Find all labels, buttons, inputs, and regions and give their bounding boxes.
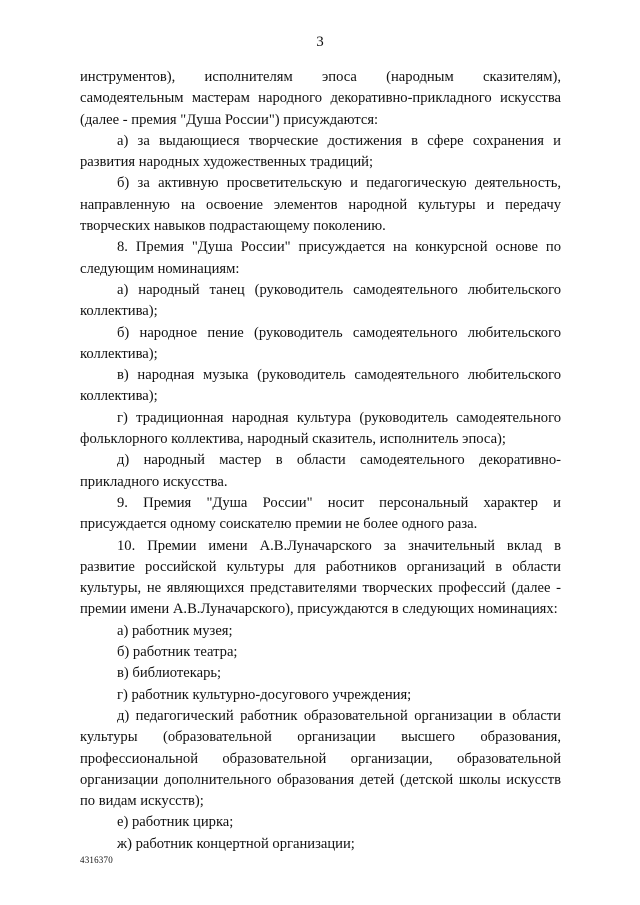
- paragraph-item-a: а) за выдающиеся творческие достижения в сфере сохранения и развития народных художественных традиций;: [80, 132, 561, 171]
- paragraph-theatre-worker: б) работник театра;: [117, 644, 238, 661]
- paragraph-pedagogical-worker: д) педагогический работник образовательной организации в области культуры (образовательной организации высшего образования, профессиональной образовательной организации, образовательной организации дополнительного образования детей (детской школы искусств по видам искусств);: [80, 707, 561, 810]
- paragraph-section-8: 8. Премия "Душа России" присуждается на конкурсной основе по следующим номинациям:: [80, 239, 561, 277]
- paragraph-museum-worker: а) работник музея;: [117, 622, 233, 639]
- paragraph-nomination-master: д) народный мастер в области самодеятельного декоративно-прикладного искусства.: [80, 452, 561, 490]
- paragraph-nomination-music: в) народная музыка (руководитель самодеятельного любительского коллектива);: [80, 367, 561, 405]
- document-id: 4316370: [80, 855, 113, 865]
- paragraph-leisure-worker: г) работник культурно-досугового учреждения;: [117, 686, 412, 703]
- paragraph-section-10: 10. Премии имени А.В.Луначарского за значительный вклад в развитие российской культуры для работников организаций в области культуры, не являющихся представителями творческих профессий (далее - премии имени А.В.Луначарского), присуждаются в следующих номинациях:: [80, 537, 561, 618]
- paragraph-section-9: 9. Премия "Душа России" носит персональный характер и присуждается одному соискателю премии не более одного раза.: [80, 494, 561, 533]
- paragraph-nomination-traditional-culture: г) традиционная народная культура (руководитель самодеятельного фольклорного коллектива, народный сказитель, исполнитель эпоса);: [80, 409, 561, 448]
- document-body: [80, 67, 561, 855]
- paragraph-nomination-singing: б) народное пение (руководитель самодеятельного любительского коллектива);: [80, 324, 561, 362]
- paragraph-concert-worker: ж) работник концертной организации;: [117, 835, 355, 852]
- paragraph-item-b: б) за активную просветительскую и педагогическую деятельность, направленную на освоение элементов народной культуры и передачу творческих навыков подрастающему поколению.: [80, 175, 561, 235]
- page-number: 3: [316, 34, 324, 50]
- paragraph-nomination-dance: а) народный танец (руководитель самодеятельного любительского коллектива);: [80, 281, 561, 320]
- paragraph-librarian: в) библиотекарь;: [117, 665, 222, 682]
- paragraph-circus-worker: е) работник цирка;: [117, 814, 234, 831]
- paragraph-intro: инструментов), исполнителям эпоса (народным сказителям), самодеятельным мастерам народного декоративно-прикладного искусства (далее - премия "Душа России") присуждаются:: [80, 69, 561, 128]
